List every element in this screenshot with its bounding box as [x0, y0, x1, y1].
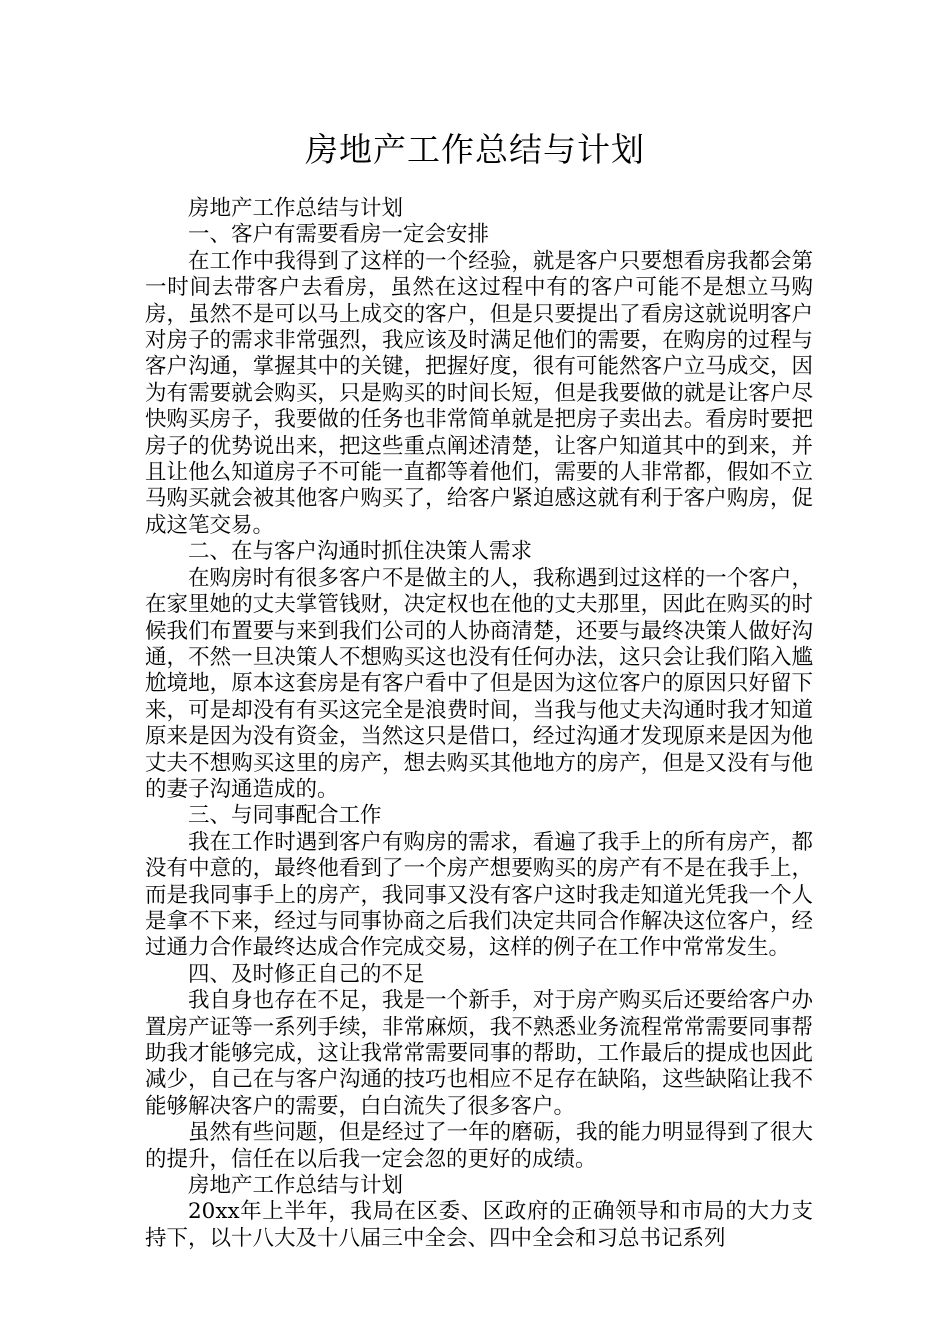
section-heading: 四、及时修正自己的不足	[188, 961, 425, 987]
paragraph: 我自身也存在不足，我是一个新手，对于房产购买后还要给客户办置房产证等一系列手续，非常麻烦，我不熟悉业务流程常常需要同事帮助我才能够完成，这让我常常需要同事的帮助，工作最后的提成也因此减少，自己在与客户沟通的技巧也相应不足存在缺陷，这些缺陷让我不能够解决客户的需要，白白流失了很多客户。	[145, 988, 813, 1119]
paragraph: 我在工作时遇到客户有购房的需求，看遍了我手上的所有房产，都没有中意的，最终他看到了一个房产想要购买的房产有不是在我手上，而是我同事手上的房产，我同事又没有客户这时我走知道光凭我一个人是拿不下来，经过与同事协商之后我们决定共同合作解决这位客户，经过通力合作最终达成合作完成交易，这样的例子在工作中常常发生。	[145, 829, 813, 961]
paragraph: 房地产工作总结与计划	[188, 196, 404, 221]
paragraph: 在工作中我得到了这样的一个经验，就是客户只要想看房我都会第一时间去带客户去看房，虽然在这过程中有的客户可能不是想立马购房，虽然不是可以马上成交的客户，但是只要提出了看房这就说明客户对房子的需求非常强烈，我应该及时满足他们的需要，在购房的过程与客户沟通，掌握其中的关键，把握好度，很有可能然客户立马成交，因为有需要就会购买，只是购买的时间长短，但是我要做的就是让客户尽快购买房子，我要做的任务也非常简单就是把房子卖出去。看房时要把房子的优势说出来，把这些重点阐述清楚，让客户知道其中的到来，并且让他么知道房子不可能一直都等着他们，需要的人非常都，假如不立马购买就会被其他客户购买了，给客户紧迫感这就有利于客户购房，促成这笔交易。	[145, 248, 813, 538]
paragraph: 在购房时有很多客户不是做主的人，我称遇到过这样的一个客户，在家里她的丈夫掌管钱财，决定权也在他的丈夫那里，因此在购买的时候我们布置要与来到我们公司的人协商清楚，还要与最终决策人做好沟通，不然一旦决策人不想购买这也没有任何办法，这只会让我们陷入尴尬境地，原本这套房是有客户看中了但是因为这位客户的原因只好留下来，可是却没有有买这完全是浪费时间，当我与他丈夫沟通时我才知道原来是因为没有资金，当然这只是借口，经过沟通才发现原来是因为他丈夫不想购买这里的房产，想去购买其他地方的房产，但是又没有与他的妻子沟通造成的。	[145, 565, 813, 802]
paragraph: 虽然有些问题，但是经过了一年的磨砺，我的能力明显得到了很大的提升，信任在以后我一定会忽的更好的成绩。	[145, 1120, 813, 1172]
section-heading: 一、客户有需要看房一定会安排	[188, 222, 490, 248]
document-body	[145, 196, 813, 1252]
document-title: 房地产工作总结与计划	[305, 130, 645, 169]
section-heading: 三、与同事配合工作	[188, 803, 382, 829]
section-heading: 二、在与客户沟通时抓住决策人需求	[188, 539, 533, 565]
paragraph: 房地产工作总结与计划	[188, 1173, 404, 1199]
paragraph: 20xx年上半年，我局在区委、区政府的正确领导和市局的大力支持下，以十八大及十八届三中全会、四中全会和习总书记系列	[145, 1199, 813, 1251]
